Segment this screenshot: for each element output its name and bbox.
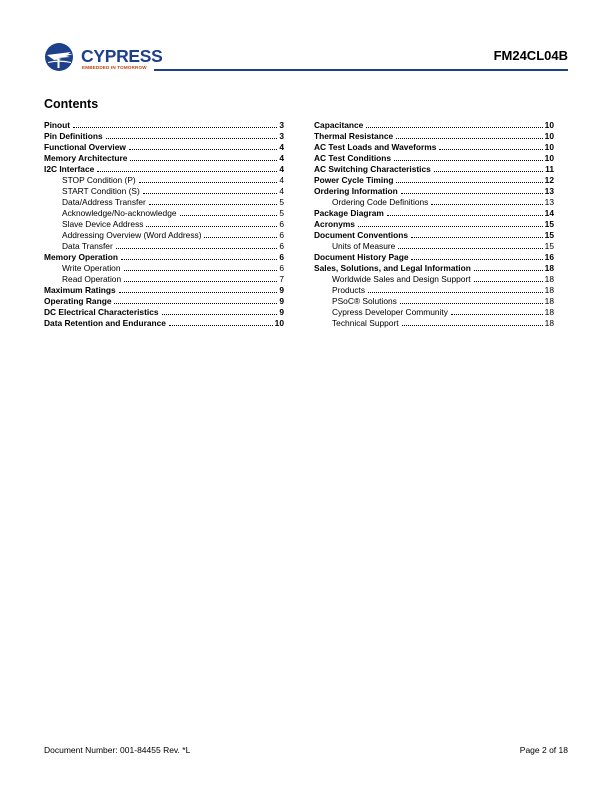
toc-entry-page[interactable]: 7 — [279, 274, 284, 284]
toc-leader-dots — [474, 270, 543, 271]
toc-entry[interactable] — [44, 241, 284, 252]
toc-entry-page[interactable]: 18 — [544, 285, 554, 295]
toc-leader-dots — [204, 237, 277, 238]
toc-entry-label[interactable]: Read Operation — [62, 274, 122, 284]
cypress-tree-icon — [44, 42, 80, 72]
toc-entry-label[interactable]: Pinout — [44, 120, 71, 130]
toc-entry-page[interactable]: 10 — [544, 153, 554, 163]
toc-entry-page[interactable]: 3 — [279, 120, 284, 130]
toc-entry[interactable] — [44, 164, 284, 175]
toc-entry-page[interactable]: 10 — [544, 131, 554, 141]
toc-leader-dots — [434, 171, 543, 172]
toc-entry-page[interactable]: 15 — [544, 219, 554, 229]
toc-entry-page[interactable]: 18 — [544, 296, 554, 306]
toc-entry-page[interactable]: 11 — [545, 164, 554, 174]
toc-entry[interactable] — [314, 197, 554, 208]
toc-entry-page[interactable]: 6 — [279, 252, 284, 262]
toc-entry-label[interactable]: Data/Address Transfer — [62, 197, 146, 207]
toc-entry[interactable] — [44, 219, 284, 230]
toc-entry-label[interactable]: Package Diagram — [314, 208, 384, 218]
toc-entry-label[interactable]: Cypress Developer Community — [332, 307, 448, 317]
toc-entry-page[interactable]: 4 — [279, 186, 284, 196]
toc-entry-label[interactable]: Worldwide Sales and Design Support — [332, 274, 471, 284]
toc-entry[interactable] — [44, 274, 284, 285]
toc-leader-dots — [451, 314, 543, 315]
toc-entry-page[interactable]: 6 — [279, 241, 284, 251]
document-number: Document Number: 001-84455 Rev. *L — [44, 745, 191, 755]
toc-entry-label[interactable]: Pin Definitions — [44, 131, 103, 141]
toc-entry[interactable] — [44, 197, 284, 208]
toc-entry-label[interactable]: AC Switching Characteristics — [314, 164, 431, 174]
toc-leader-dots — [121, 259, 277, 260]
toc-leader-dots — [129, 149, 277, 150]
toc-entry-label[interactable]: AC Test Conditions — [314, 153, 392, 163]
toc-entry-page[interactable]: 12 — [544, 175, 554, 185]
toc-leader-dots — [149, 204, 278, 205]
toc-entry[interactable] — [314, 175, 554, 186]
toc-leader-dots — [162, 314, 278, 315]
toc-entry[interactable] — [314, 296, 554, 307]
toc-leader-dots — [73, 127, 277, 128]
toc-entry[interactable] — [314, 285, 554, 296]
toc-entry-label[interactable]: Document History Page — [314, 252, 409, 262]
toc-leader-dots — [474, 281, 543, 282]
toc-leader-dots — [358, 226, 543, 227]
toc-entry-label[interactable]: Addressing Overview (Word Address) — [62, 230, 202, 240]
toc-entry-label[interactable]: Operating Range — [44, 296, 112, 306]
cypress-logo — [44, 42, 163, 74]
toc-entry[interactable] — [314, 219, 554, 230]
toc-entry-page[interactable]: 13 — [544, 186, 554, 196]
toc-entry[interactable] — [44, 208, 284, 219]
toc-entry-label[interactable]: AC Test Loads and Waveforms — [314, 142, 437, 152]
toc-entry-page[interactable]: 9 — [279, 296, 284, 306]
toc-entry[interactable] — [314, 318, 554, 329]
toc-entry-label[interactable]: Ordering Information — [314, 186, 398, 196]
toc-entry-label[interactable]: Sales, Solutions, and Legal Information — [314, 263, 471, 273]
contents-heading: Contents — [44, 97, 99, 111]
toc-leader-dots — [130, 160, 277, 161]
logo-wordmark: CYPRESS — [81, 46, 163, 66]
toc-leader-dots — [439, 149, 542, 150]
toc-entry-page[interactable]: 4 — [279, 142, 284, 152]
toc-entry[interactable] — [314, 274, 554, 285]
toc-entry[interactable] — [314, 142, 554, 153]
header-rule — [154, 69, 568, 71]
toc-entry[interactable] — [44, 186, 284, 197]
toc-entry[interactable] — [44, 252, 284, 263]
logo-tagline: EMBEDDED IN TOMORROW — [82, 65, 147, 70]
toc-entry-page[interactable]: 9 — [279, 307, 284, 317]
toc-entry-label[interactable]: Capacitance — [314, 120, 364, 130]
toc-entry-page[interactable]: 15 — [544, 230, 554, 240]
toc-entry[interactable] — [314, 164, 554, 175]
toc-leader-dots — [431, 204, 542, 205]
toc-leader-dots — [387, 215, 543, 216]
toc-entry-page[interactable]: 10 — [274, 318, 284, 328]
toc-entry-label[interactable]: PSoC® Solutions — [332, 296, 397, 306]
toc-leader-dots — [119, 292, 278, 293]
toc-leader-dots — [124, 270, 278, 271]
toc-entry[interactable] — [44, 307, 284, 318]
toc-entry[interactable] — [314, 307, 554, 318]
toc-entry[interactable] — [44, 318, 284, 329]
toc-entry-page[interactable]: 18 — [544, 307, 554, 317]
toc-entry-label[interactable]: Acronyms — [314, 219, 355, 229]
toc-entry-page[interactable]: 4 — [279, 164, 284, 174]
toc-entry-label[interactable]: Data Retention and Endurance — [44, 318, 166, 328]
toc-entry-page[interactable]: 10 — [544, 120, 554, 130]
toc-entry-page[interactable]: 4 — [279, 153, 284, 163]
toc-entry[interactable] — [44, 142, 284, 153]
toc-entry-page[interactable]: 18 — [544, 263, 554, 273]
toc-leader-dots — [169, 325, 273, 326]
toc-entry[interactable] — [44, 296, 284, 307]
toc-entry-label[interactable]: Products — [332, 285, 366, 295]
toc-entry[interactable] — [314, 263, 554, 274]
toc-leader-dots — [396, 138, 543, 139]
toc-entry-page[interactable]: 6 — [279, 230, 284, 240]
toc-entry-label[interactable]: Memory Architecture — [44, 153, 128, 163]
toc-leader-dots — [116, 248, 278, 249]
toc-entry-page[interactable]: 14 — [544, 208, 554, 218]
toc-leader-dots — [124, 281, 277, 282]
toc-left-column — [44, 120, 284, 329]
toc-entry-page[interactable]: 5 — [279, 197, 284, 207]
toc-entry-page[interactable]: 18 — [544, 274, 554, 284]
toc-entry[interactable] — [314, 230, 554, 241]
toc-leader-dots — [394, 160, 543, 161]
toc-leader-dots — [146, 226, 277, 227]
toc-leader-dots — [97, 171, 277, 172]
toc-entry-page[interactable]: 15 — [544, 241, 554, 251]
toc-entry-label[interactable]: START Condition (S) — [62, 186, 140, 196]
toc-leader-dots — [106, 138, 278, 139]
toc-entry-page[interactable]: 4 — [279, 175, 284, 185]
page-header — [44, 42, 568, 76]
toc-entry-label[interactable]: Power Cycle Timing — [314, 175, 394, 185]
toc-entry-label[interactable]: Data Transfer — [62, 241, 113, 251]
toc-leader-dots — [180, 215, 278, 216]
toc-entry[interactable] — [314, 131, 554, 142]
toc-leader-dots — [411, 237, 543, 238]
toc-leader-dots — [411, 259, 542, 260]
toc-right-column — [314, 120, 554, 329]
toc-entry[interactable] — [314, 153, 554, 164]
toc-entry-label[interactable]: Units of Measure — [332, 241, 396, 251]
toc-leader-dots — [402, 325, 543, 326]
toc-entry[interactable] — [314, 186, 554, 197]
toc-entry-label[interactable]: Acknowledge/No-acknowledge — [62, 208, 177, 218]
toc-entry[interactable] — [44, 285, 284, 296]
toc-entry-label[interactable]: Document Conventions — [314, 230, 408, 240]
toc-leader-dots — [400, 303, 543, 304]
toc-entry[interactable] — [314, 120, 554, 131]
toc-entry-label[interactable]: Ordering Code Definitions — [332, 197, 429, 207]
toc-entry[interactable] — [314, 241, 554, 252]
document-title: FM24CL04B — [493, 48, 568, 63]
toc-entry-page[interactable]: 9 — [279, 285, 284, 295]
toc-entry-page[interactable]: 10 — [544, 142, 554, 152]
toc-entry-label[interactable]: STOP Condition (P) — [62, 175, 136, 185]
toc-entry-label[interactable]: Slave Device Address — [62, 219, 144, 229]
toc-entry[interactable] — [44, 153, 284, 164]
toc-entry[interactable] — [44, 120, 284, 131]
toc-entry[interactable] — [44, 175, 284, 186]
toc-entry-label[interactable]: Functional Overview — [44, 142, 126, 152]
toc-entry[interactable] — [44, 263, 284, 274]
toc-entry-label[interactable]: Technical Support — [332, 318, 399, 328]
toc-entry-page[interactable]: 16 — [544, 252, 554, 262]
toc-entry[interactable] — [44, 131, 284, 142]
toc-entry[interactable] — [314, 208, 554, 219]
toc-leader-dots — [366, 127, 542, 128]
toc-leader-dots — [139, 182, 278, 183]
toc-entry-page[interactable]: 6 — [279, 219, 284, 229]
toc-leader-dots — [401, 193, 543, 194]
toc-entry-page[interactable]: 13 — [544, 197, 554, 207]
toc-entry-label[interactable]: Memory Operation — [44, 252, 118, 262]
toc-leader-dots — [143, 193, 278, 194]
toc-entry-label[interactable]: Write Operation — [62, 263, 121, 273]
toc-leader-dots — [396, 182, 542, 183]
toc-leader-dots — [368, 292, 543, 293]
toc-leader-dots — [398, 248, 542, 249]
toc-entry-page[interactable]: 18 — [544, 318, 554, 328]
page-number: Page 2 of 18 — [519, 745, 568, 755]
toc-entry-page[interactable]: 6 — [279, 263, 284, 273]
toc-leader-dots — [114, 303, 277, 304]
toc-entry-label[interactable]: Maximum Ratings — [44, 285, 116, 295]
toc-entry[interactable] — [314, 252, 554, 263]
toc-entry-page[interactable]: 5 — [279, 208, 284, 218]
toc-entry[interactable] — [44, 230, 284, 241]
toc-entry-page[interactable]: 3 — [279, 131, 284, 141]
toc-entry-label[interactable]: DC Electrical Characteristics — [44, 307, 159, 317]
toc-entry-label[interactable]: I2C Interface — [44, 164, 95, 174]
toc-entry-label[interactable]: Thermal Resistance — [314, 131, 394, 141]
